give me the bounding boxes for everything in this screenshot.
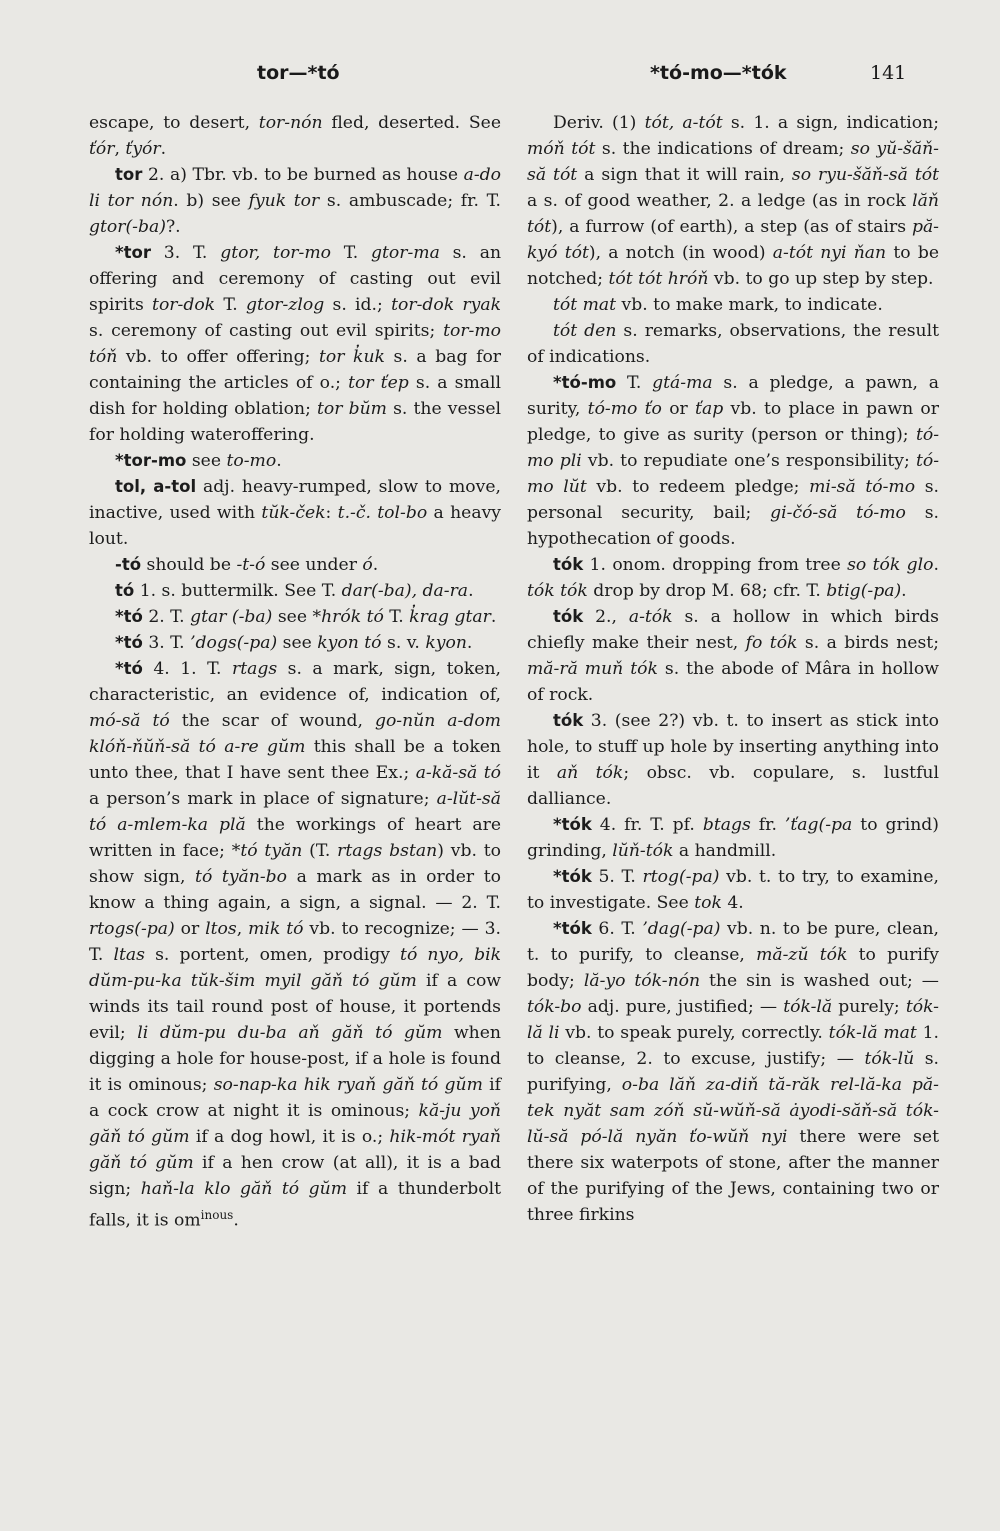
- italic-term: ťór: [89, 139, 115, 159]
- italic-term: tor bŭm: [317, 399, 387, 419]
- dictionary-entry: [527, 370, 939, 552]
- entry-text: a heavy lout.: [89, 503, 501, 549]
- italic-term: mă-zŭ tók: [756, 945, 848, 965]
- italic-term: gtor-ma: [370, 243, 440, 263]
- dictionary-entry: [89, 578, 501, 604]
- italic-term: rtogs(-pa): [89, 919, 175, 939]
- entry-text: purely;: [832, 997, 906, 1017]
- entry-text: a handmill.: [673, 841, 777, 861]
- dictionary-entry: [527, 604, 939, 708]
- entry-text: s. purifying,: [527, 1049, 940, 1095]
- italic-term: hik-mót ryaň găň tó gŭm: [89, 1127, 501, 1173]
- entry-text: s. a mark, sign, token, characteristic, an evidence of, indication of,: [89, 659, 501, 705]
- italic-term: gtor, tor-mo: [220, 243, 331, 263]
- italic-term: pă-kyó tót: [527, 217, 939, 263]
- italic-term: to-mo: [226, 451, 277, 471]
- entry-text: vb. to go up step by step.: [708, 269, 934, 289]
- entry-text: ,: [236, 919, 249, 939]
- entry-text: a person’s mark in place of signature;: [89, 789, 437, 809]
- dictionary-entry: [89, 552, 501, 578]
- entry-text: 3. (see 2?) vb. t. to insert as stick into hole, to stuff up hole by inserting anything into it: [527, 711, 939, 783]
- entry-text: a mark as in order to know a thing again, a sign, a signal. — 2. T.: [89, 867, 501, 913]
- entry-text: the sin is washed out; —: [700, 971, 939, 991]
- entry-text: s. ceremony of casting out evil spirits;: [89, 321, 444, 341]
- italic-term: rtags: [231, 659, 278, 679]
- italic-term: -t-ó: [236, 555, 266, 575]
- italic-term: t.-č.: [337, 503, 371, 523]
- dictionary-entry: [527, 292, 939, 318]
- italic-term: rtog(-pa): [642, 867, 720, 887]
- entry-text: ; obsc. vb. copulare, s. lustful dalliance.: [527, 763, 939, 809]
- entry-text: s. a hollow in which birds chiefly make their nest,: [527, 607, 939, 653]
- italic-term: so ryu-šăň-să tót: [791, 165, 939, 185]
- entry-text: this shall be a token unto thee, that I have sent thee Ex.;: [89, 737, 501, 783]
- italic-term: ’ťag(-pa: [784, 815, 853, 835]
- entry-text: if a cow winds its tail round post of house, it portends evil;: [89, 971, 502, 1043]
- entry-text: 1. to cleanse, 2. to excuse, justify; —: [527, 1023, 939, 1069]
- italic-term: tor-dok: [152, 295, 216, 315]
- italic-term: ’dogs(-pa): [190, 633, 278, 653]
- entry-text: T.: [616, 373, 653, 393]
- italic-term: so-nap-ka hik ryaň găň tó gŭm: [213, 1075, 483, 1095]
- entry-text: ), a furrow (of earth), a step (as of stairs: [551, 217, 912, 237]
- dictionary-entry: [527, 864, 939, 916]
- italic-term: li dŭm-pu du-ba aň găň tó gŭm: [137, 1023, 443, 1043]
- dictionary-entry: [89, 630, 501, 656]
- entry-text: s. personal security, bail;: [527, 477, 939, 523]
- entry-text: 2.,: [583, 607, 629, 627]
- headword: *tók: [553, 867, 592, 886]
- headword: tor: [115, 165, 143, 184]
- entry-text: 1. s. buttermilk. See T.: [134, 581, 342, 601]
- italic-term: tor k̓uk: [318, 347, 385, 367]
- italic-term: o-ba lăň za-diň tă-răk rel-lă-ka pă-tek nyăt sam zóň sŭ-wŭň-să ȧyodi-săň-să tók-lŭ-să pó-lă nyăn ťo-wŭň nyi: [527, 1075, 939, 1147]
- italic-term: tó tyăn-bo: [195, 867, 288, 887]
- italic-term: mi-să tó-mo: [809, 477, 916, 497]
- italic-term: gtar (-ba): [190, 607, 273, 627]
- headword: *tor-mo: [115, 451, 187, 470]
- entry-text: when digging a hole for house-post, if a hole is found it is ominous;: [89, 1023, 501, 1095]
- entry-text: fled, deserted. See: [322, 113, 501, 133]
- entry-text: .: [933, 555, 939, 575]
- italic-term: mik tó: [248, 919, 304, 939]
- headword: *tó-mo: [553, 373, 617, 392]
- entry-text: fr.: [750, 815, 785, 835]
- headword: tók: [553, 555, 584, 574]
- entry-text: s. a pledge, a pawn, a surity,: [527, 373, 939, 419]
- entry-text: to grind) grinding,: [527, 815, 939, 861]
- italic-term: tor-nón: [258, 113, 323, 133]
- italic-term: ťap: [695, 399, 724, 419]
- entry-text: .: [468, 581, 474, 601]
- italic-term: lă-yo tók-nón: [583, 971, 701, 991]
- italic-term: rtags bstan: [337, 841, 438, 861]
- italic-term: ťyór: [125, 139, 161, 159]
- entry-text: the scar of wound,: [169, 711, 375, 731]
- entry-text: 4.: [721, 893, 744, 913]
- italic-term: tók tók: [527, 581, 588, 601]
- entry-text: 5. T.: [591, 867, 643, 887]
- italic-term: lŭň-tók: [612, 841, 674, 861]
- dictionary-entry: [527, 708, 939, 812]
- italic-term: kyon: [425, 633, 467, 653]
- italic-term: tol-bo: [377, 503, 428, 523]
- italic-term: tók-lă li: [527, 997, 939, 1043]
- headword: *tó: [115, 607, 143, 626]
- headword: *tók: [553, 815, 592, 834]
- entry-text: s. ambuscade; fr. T.: [319, 191, 501, 211]
- italic-term: ’dag(-pa): [642, 919, 721, 939]
- entry-text: 2. T.: [142, 607, 191, 627]
- entry-text: 2. a) Tbr. vb. to be burned as house: [142, 165, 464, 185]
- italic-term: tó-mo lŭt: [527, 451, 939, 497]
- headword: tók: [553, 607, 584, 626]
- entry-text: 1. onom. dropping from tree: [583, 555, 848, 575]
- entry-text: 4. fr. T. pf.: [591, 815, 703, 835]
- italic-term: tót, a-tót: [644, 113, 723, 133]
- italic-term: a-do li tor nón: [89, 165, 501, 211]
- entry-text: T.: [330, 243, 371, 263]
- entry-text: the workings of heart are written in face;: [89, 815, 501, 861]
- dictionary-entry: [89, 474, 501, 552]
- entry-text: .: [372, 555, 379, 575]
- dictionary-entry: [89, 240, 501, 448]
- italic-term: a-lŭt-să tó a-mlem-ka plă: [89, 789, 501, 835]
- entry-text: T.: [215, 295, 247, 315]
- entry-text: vb. to redeem pledge;: [586, 477, 810, 497]
- italic-term: ó: [362, 555, 373, 575]
- italic-term: ltas: [113, 945, 145, 965]
- entry-text: vb. to place in pawn or pledge, to give as surity (person or thing);: [527, 399, 939, 445]
- italic-term: tor ťep: [348, 373, 409, 393]
- entry-text: T.: [383, 607, 410, 627]
- running-head-right: *tó-mo—*tók: [650, 62, 787, 84]
- dictionary-entry: [89, 448, 501, 474]
- italic-term: haň-la klo găň tó gŭm: [140, 1179, 348, 1199]
- italic-term: tó nyo, bik dŭm-pu-ka tŭk-šim myil găň tó gŭm: [89, 945, 501, 991]
- entry-text: s. remarks, observations, the result of indications.: [527, 321, 939, 367]
- italic-term: tó-mo pli: [527, 425, 939, 471]
- italic-term: tók-bo: [527, 997, 582, 1017]
- entry-text: vb. to repudiate one’s responsibility;: [581, 451, 916, 471]
- entry-text: vb. t. to try, to examine, to investigate. See: [527, 867, 939, 913]
- entry-text: see: [186, 451, 227, 471]
- italic-term: tok: [694, 893, 722, 913]
- entry-text: s. an offering and ceremony of casting out evil spirits: [89, 243, 502, 315]
- italic-term: mă-ră muň tók: [527, 659, 658, 679]
- italic-term: tók-lă: [783, 997, 833, 1017]
- italic-term: móň tót: [527, 139, 596, 159]
- entry-text: drop by drop M. 68; cfr. T.: [587, 581, 827, 601]
- entry-text: s. 1. a sign, indication;: [722, 113, 939, 133]
- italic-term: tó-mo ťo: [587, 399, 662, 419]
- entry-text: .: [466, 633, 473, 653]
- dictionary-entry: [527, 318, 939, 370]
- entry-text: (T.: [302, 841, 338, 861]
- italic-term: ltos: [205, 919, 237, 939]
- italic-term: so yŭ-šăň-să tót: [527, 139, 939, 185]
- entry-text: vb. to speak purely, correctly.: [559, 1023, 829, 1043]
- entry-text: to purify body;: [527, 945, 939, 991]
- entry-text: if a hen crow (at all), it is a bad sign;: [89, 1153, 501, 1199]
- headword: *tó: [115, 659, 143, 678]
- entry-text: ?.: [165, 217, 181, 237]
- italic-term: tor-dok ryak: [391, 295, 501, 315]
- headword: tó: [115, 581, 135, 600]
- italic-term: tót tót hróň: [608, 269, 709, 289]
- italic-term: tŭk-ček: [261, 503, 326, 523]
- headword: -tó: [115, 555, 142, 574]
- entry-text: if a dog howl, it is o.;: [189, 1127, 390, 1147]
- dictionary-entry: [89, 110, 501, 162]
- italic-term: so tók glo: [847, 555, 934, 575]
- entry-text: a s. of good weather, 2. a ledge (as in rock: [527, 191, 913, 211]
- dictionary-entry: [89, 656, 501, 1234]
- entry-text: s. portent, omen, prodigy: [145, 945, 401, 965]
- entry-text: adj. pure, justified; —: [581, 997, 784, 1017]
- italic-term: *tó tyăn: [231, 841, 303, 861]
- italic-term: gi-čó-să tó-mo: [770, 503, 906, 523]
- entry-text: vb. n. to be pure, clean, t. to purify, to cleanse,: [527, 919, 939, 965]
- entry-text: .: [160, 139, 167, 159]
- italic-term: btig(-pa): [826, 581, 902, 601]
- entry-text: or: [174, 919, 206, 939]
- running-head-left: tor—*tó: [257, 62, 340, 84]
- entry-text: a sign that it will rain,: [577, 165, 792, 185]
- italic-term: a-tót nyi ňan: [772, 243, 887, 263]
- italic-term: mó-să tó: [89, 711, 170, 731]
- entry-text: Deriv. (1): [553, 113, 645, 133]
- entry-text: or: [661, 399, 696, 419]
- entry-text: if a cock crow at night it is ominous;: [89, 1075, 501, 1121]
- running-head: [0, 62, 1000, 92]
- entry-text: s. the abode of Mâra in hollow of rock.: [527, 659, 939, 705]
- entry-text: 3. T.: [142, 633, 191, 653]
- italic-term: *hrók tó: [312, 607, 384, 627]
- dictionary-entry: [527, 552, 939, 604]
- entry-text: there were set there six waterpots of stone, after the manner of the purifying of the Jews, containing two or three firkins: [527, 1127, 939, 1225]
- entry-text: s. hypothecation of goods.: [527, 503, 940, 549]
- italic-term: tók-lă mat: [828, 1023, 917, 1043]
- entry-text: .: [901, 581, 907, 601]
- italic-term: kă-ju yoň găň tó gŭm: [89, 1101, 501, 1147]
- entry-text: . b) see: [173, 191, 249, 211]
- entry-text: :: [325, 503, 338, 523]
- entry-text: see under: [265, 555, 363, 575]
- entry-text: s. a bag for containing the articles of o.;: [89, 347, 502, 393]
- italic-term: fo tók: [745, 633, 798, 653]
- entry-text: ) vb. to show sign,: [89, 841, 501, 887]
- raised-text: inous: [200, 1208, 234, 1222]
- entry-text: vb. to make mark, to indicate.: [616, 295, 883, 315]
- entry-text: s. the indications of dream;: [595, 139, 851, 159]
- italic-term: aň tók: [556, 763, 624, 783]
- entry-text: .: [276, 451, 282, 471]
- left-column: [89, 110, 501, 1234]
- italic-term: fyuk tor: [248, 191, 320, 211]
- italic-term: a-tók: [628, 607, 673, 627]
- dictionary-entry: [527, 812, 939, 864]
- entry-text: vb. to offer offering;: [117, 347, 319, 367]
- italic-term: go-nŭn a-dom klóň-ňŭň-să tó a-re gŭm: [89, 711, 501, 757]
- entry-text: should be: [141, 555, 237, 575]
- entry-text: ,: [114, 139, 126, 159]
- entry-text: if a thunderbolt falls, it is om: [89, 1179, 501, 1231]
- italic-term: btags: [702, 815, 751, 835]
- entry-text: s. the vessel for holding wateroffering.: [89, 399, 501, 445]
- dictionary-entry: [527, 916, 939, 1228]
- italic-term: tor-mo tóň: [89, 321, 501, 367]
- dictionary-entry: [89, 604, 501, 630]
- entry-text: see: [277, 633, 318, 653]
- italic-term: tók-lŭ: [864, 1049, 915, 1069]
- italic-term: k̓rag gtar: [409, 607, 491, 627]
- headword: *tó: [115, 633, 143, 652]
- entry-text: escape, to desert,: [89, 113, 259, 133]
- entry-text: 6. T.: [591, 919, 643, 939]
- dictionary-entry: [89, 162, 501, 240]
- italic-term: lăň tót: [527, 191, 939, 237]
- entry-text: s. id.;: [324, 295, 392, 315]
- entry-text: 4. 1. T.: [142, 659, 232, 679]
- headword: tók: [553, 711, 584, 730]
- italic-term: kyon tó: [317, 633, 382, 653]
- entry-text: s. a small dish for holding oblation;: [89, 373, 501, 419]
- entry-text: .: [490, 607, 497, 627]
- dictionary-entry: [527, 110, 939, 292]
- italic-term: gtá-ma: [652, 373, 713, 393]
- headword: tol, a-tol: [115, 477, 197, 496]
- italic-term: gtor-zlog: [246, 295, 325, 315]
- entry-text: see: [272, 607, 313, 627]
- headword: *tók: [553, 919, 592, 938]
- italic-term: a-kă-să tó: [415, 763, 501, 783]
- entry-text: vb. to recognize; — 3. T.: [89, 919, 501, 965]
- right-column: [527, 110, 939, 1228]
- entry-text: s. v.: [381, 633, 426, 653]
- italic-term: gtor(-ba): [89, 217, 166, 237]
- entry-text: s. a birds nest;: [797, 633, 939, 653]
- entry-text: .: [233, 1210, 239, 1231]
- headword: *tor: [115, 243, 151, 262]
- italic-term: tót den: [553, 321, 617, 341]
- entry-text: ), a notch (in wood): [588, 243, 773, 263]
- entry-text: to be notched;: [527, 243, 939, 289]
- page-number: 141: [870, 62, 907, 84]
- entry-text: 3. T.: [151, 243, 221, 263]
- italic-term: tót mat: [553, 295, 617, 315]
- italic-term: dar(-ba), da-ra: [341, 581, 469, 601]
- entry-text: adj. heavy-rumped, slow to move, inactive, used with: [89, 477, 501, 523]
